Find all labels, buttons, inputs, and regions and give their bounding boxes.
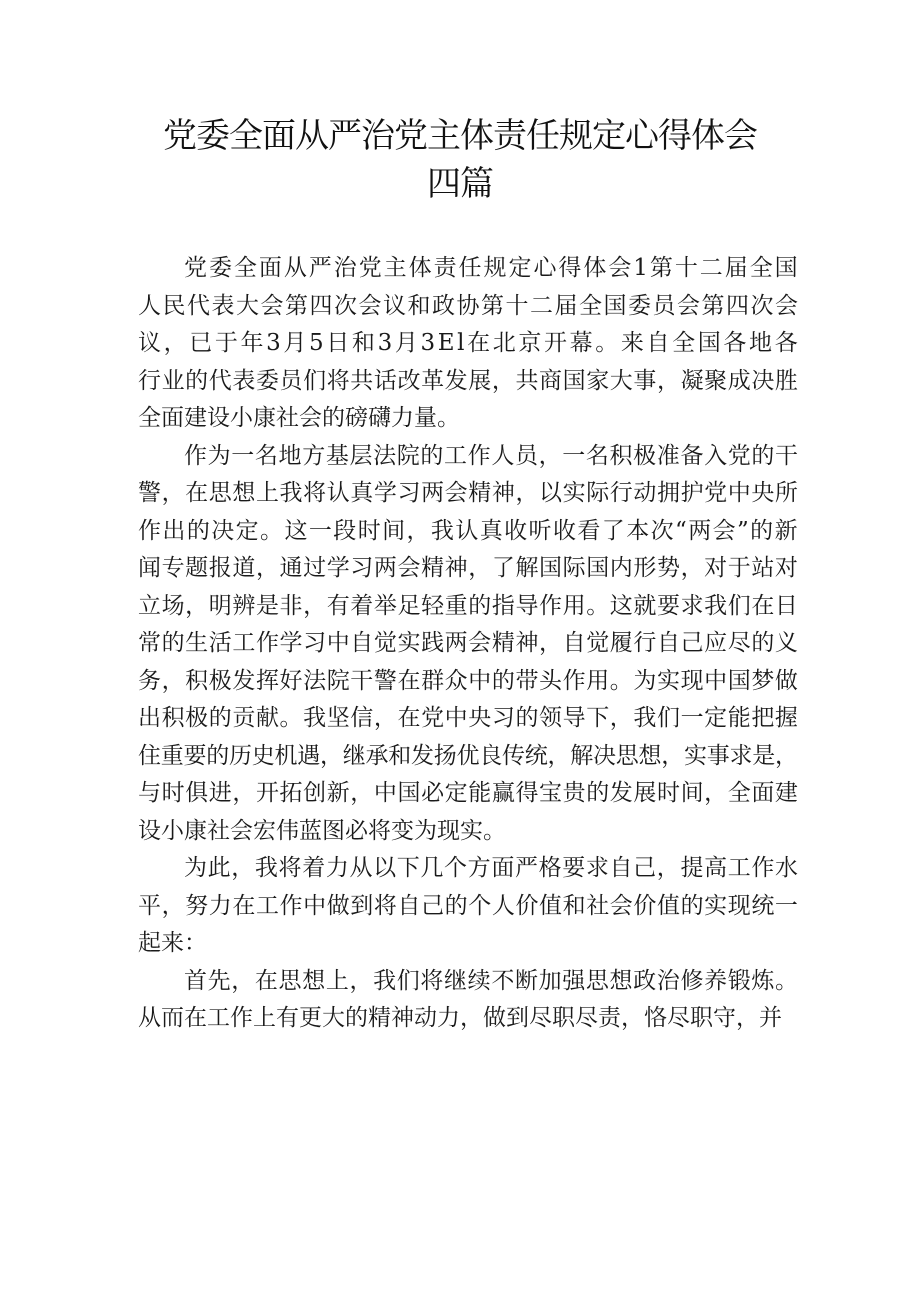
paragraph-line: 人民代表大会第四次会议和政协第十二届全国委员会第四次会	[138, 292, 800, 319]
paragraph-line: 全面建设小康社会的磅礴力量。	[138, 405, 460, 431]
paragraph	[138, 250, 801, 438]
paragraph	[138, 963, 798, 1038]
paragraph-line: 警，在思想上我将认真学习两会精神，以实际行动拥护党中央所	[138, 480, 799, 506]
paragraph-line: 党委全面从严治党主体责任规定心得体会1第十二届全国	[184, 255, 800, 281]
paragraph-line: 住重要的历史机遇，继承和发扬优良传统，解决思想，实事求是，	[138, 742, 798, 769]
paragraph-line: 常的生活工作学习中自觉实践两会精神，自觉履行自己应尽的义	[138, 630, 799, 656]
paragraph-line: 闻专题报道，通过学习两会精神，了解国际国内形势，对于站对	[138, 555, 799, 581]
paragraph-line: 为此，我将着力从以下几个方面严格要求自己，提高工作水	[184, 855, 799, 881]
paragraph-line: 行业的代表委员们将共话改革发展，共商国家大事，凝聚成决胜	[138, 367, 799, 394]
title-line-2: 四篇	[427, 164, 493, 204]
paragraph-line: 作出的决定。这一段时间，我认真收听收看了本次“两会”的新	[138, 517, 799, 544]
paragraph-line: 与时俱进，开拓创新，中国必定能赢得宝贵的发展时间，全面建	[138, 780, 799, 806]
paragraph	[138, 850, 798, 963]
paragraph-line: 从而在工作上有更大的精神动力，做到尽职尽责，恪尽职守，并	[138, 1005, 782, 1031]
paragraph-line: 设小康社会宏伟蓝图必将变为现实。	[138, 817, 506, 844]
paragraph-line: 首先，在思想上，我们将继续不断加强思想政治修养锻炼。	[184, 967, 799, 994]
paragraph-line: 议，已于年3月5日和3月3El在北京开幕。来自全国各地各	[138, 330, 801, 356]
paragraph-line: 作为一名地方基层法院的工作人员，一名积极准备入党的干	[184, 442, 799, 469]
paragraph-line: 起来：	[138, 930, 207, 956]
paragraph-line: 务，积极发挥好法院干警在群众中的带头作用。为实现中国梦做	[138, 667, 799, 694]
document-body	[138, 250, 801, 1038]
document-title	[0, 112, 920, 208]
paragraph-line: 立场，明辨是非，有着举足轻重的指导作用。这就要求我们在日	[138, 592, 799, 619]
paragraph-line: 出积极的贡献。我坚信，在党中央习的领导下，我们一定能把握	[138, 705, 799, 731]
title-line-1: 党委全面从严治党主体责任规定心得体会	[163, 116, 757, 156]
paragraph	[138, 438, 798, 851]
paragraph-line: 平，努力在工作中做到将自己的个人价值和社会价值的实现统一	[138, 892, 799, 919]
